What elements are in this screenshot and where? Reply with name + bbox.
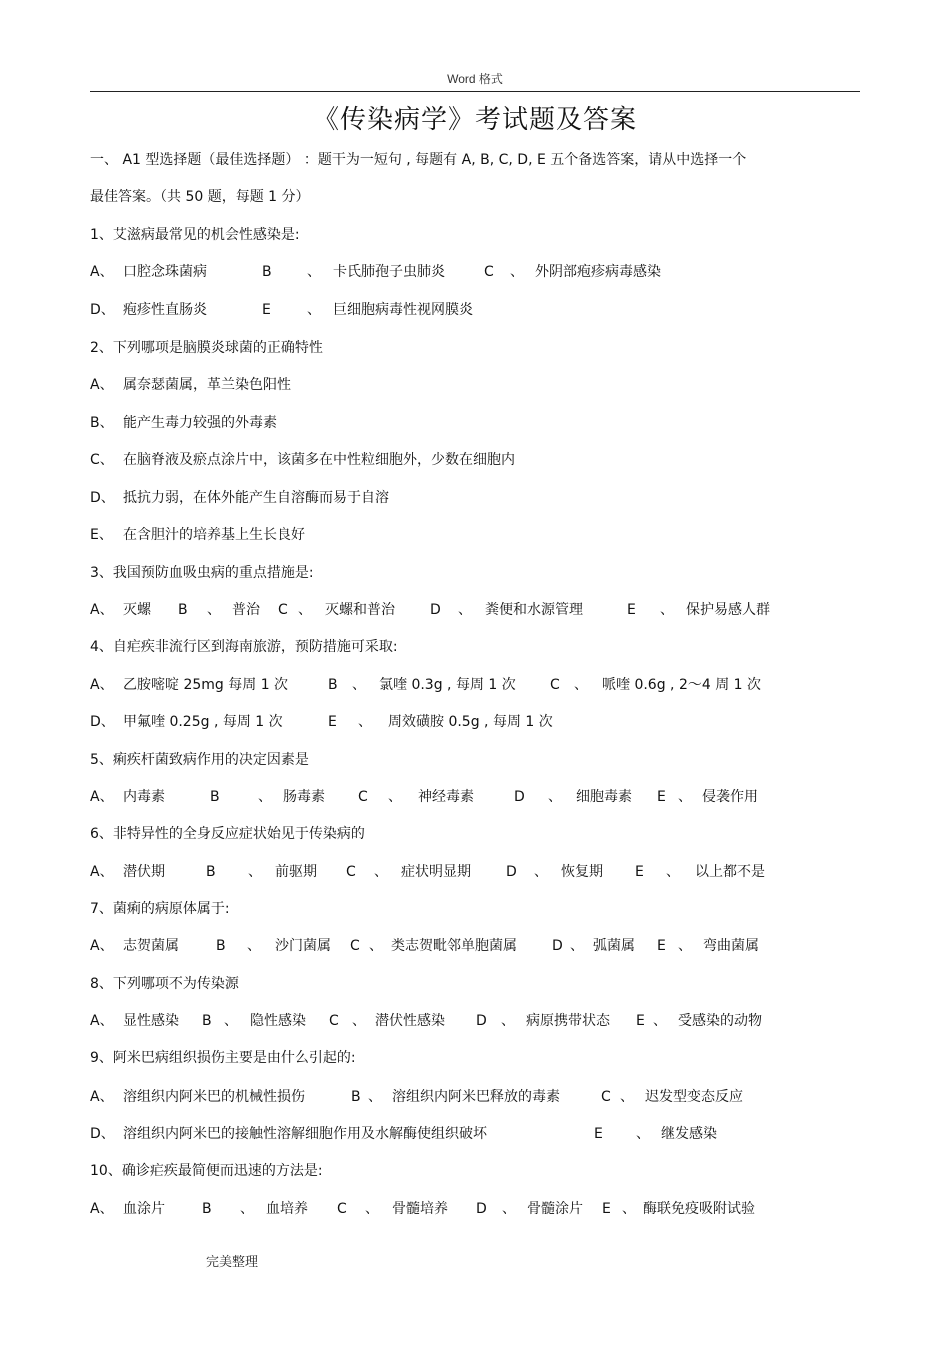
answer-option-segment: E: [636, 1013, 645, 1029]
answer-option-segment: A、: [90, 677, 114, 693]
answer-option-segment: C: [550, 677, 560, 693]
answer-option-segment: D、: [90, 302, 115, 318]
answer-option-segment: 迟发型变态反应: [645, 1089, 743, 1105]
answer-option-segment: 、: [352, 1013, 366, 1029]
answer-option-segment: 、: [502, 1201, 516, 1217]
answer-option-segment: A、: [90, 264, 114, 280]
answer-option-segment: B、: [90, 415, 114, 431]
answer-option-segment: 、: [307, 302, 321, 318]
answer-option-segment: D: [506, 864, 517, 880]
answer-option-segment: 、: [258, 789, 272, 805]
answer-option-segment: 、: [365, 1201, 379, 1217]
answer-option-segment: 弧菌属: [593, 938, 635, 954]
question-stem: 9、阿米巴病组织损伤主要是由什么引起的:: [90, 1050, 356, 1066]
answer-option-segment: 、: [307, 264, 321, 280]
answer-option-segment: 、: [510, 264, 524, 280]
answer-option-segment: D: [430, 602, 441, 618]
answer-option-segment: 前驱期: [275, 864, 317, 880]
answer-option-segment: D: [552, 938, 563, 954]
answer-option-segment: 病原携带状态: [526, 1013, 610, 1029]
answer-option-segment: 神经毒素: [418, 789, 474, 805]
answer-option-segment: 在含胆汁的培养基上生长良好: [123, 527, 305, 543]
answer-option-segment: 、: [501, 1013, 515, 1029]
question-stem: 5、痢疾杆菌致病作用的决定因素是: [90, 752, 309, 768]
answer-option-segment: 甲氟喹 0.25g , 每周 1 次: [123, 714, 283, 730]
answer-option-segment: A、: [90, 1013, 114, 1029]
answer-option-segment: 卡氏肺孢子虫肺炎: [333, 264, 445, 280]
answer-option-segment: 、: [224, 1013, 238, 1029]
answer-option-segment: 内毒素: [123, 789, 165, 805]
answer-option-segment: 灭螺: [123, 602, 151, 618]
answer-option-segment: 、: [374, 864, 388, 880]
answer-option-segment: B: [206, 864, 216, 880]
answer-option-segment: 受感染的动物: [678, 1013, 762, 1029]
question-stem: 2、下列哪项是脑膜炎球菌的正确特性: [90, 340, 323, 356]
answer-option-segment: C: [337, 1201, 347, 1217]
answer-option-segment: C: [484, 264, 494, 280]
answer-option-segment: 抵抗力弱，在体外能产生自溶酶而易于自溶: [123, 490, 389, 506]
answer-option-segment: 、: [653, 1013, 667, 1029]
answer-option-segment: 、: [660, 602, 674, 618]
question-stem: 8、下列哪项不为传染源: [90, 976, 239, 992]
answer-option-segment: 、: [248, 864, 262, 880]
answer-option-segment: 巨细胞病毒性视网膜炎: [333, 302, 473, 318]
answer-option-segment: 弯曲菌属: [703, 938, 759, 954]
intro-line-1: 一、 A1 型选择题（最佳选择题） ：题干为一短句 , 每题有 A, B, C, D, E 五个备选答案，请从中选择一个: [90, 152, 747, 168]
answer-option-segment: E: [328, 714, 337, 730]
answer-option-segment: 以上都不是: [695, 864, 765, 880]
question-stem: 4、自疟疾非流行区到海南旅游，预防措施可采取:: [90, 639, 398, 655]
answer-option-segment: 血涂片: [123, 1201, 165, 1217]
answer-option-segment: 侵袭作用: [702, 789, 758, 805]
answer-option-segment: E: [594, 1126, 603, 1142]
answer-option-segment: 隐性感染: [250, 1013, 306, 1029]
answer-option-segment: C: [601, 1089, 611, 1105]
answer-option-segment: E: [262, 302, 271, 318]
answer-option-segment: 、: [240, 1201, 254, 1217]
answer-option-segment: 、: [574, 677, 588, 693]
question-stem: 10、确诊疟疾最简便而迅速的方法是:: [90, 1163, 323, 1179]
answer-option-segment: 、: [620, 1089, 634, 1105]
answer-option-segment: 在脑脊液及瘀点涂片中，该菌多在中性粒细胞外，少数在细胞内: [123, 452, 515, 468]
answer-option-segment: 属奈瑟菌属，革兰染色阳性: [123, 377, 291, 393]
answer-option-segment: C: [346, 864, 356, 880]
answer-option-segment: C: [350, 938, 360, 954]
answer-option-segment: 灭螺和普治: [325, 602, 395, 618]
answer-option-segment: 、: [207, 602, 221, 618]
answer-option-segment: 志贺菌属: [123, 938, 179, 954]
answer-option-segment: 、: [666, 864, 680, 880]
answer-option-segment: E、: [90, 527, 113, 543]
answer-option-segment: C、: [90, 452, 114, 468]
answer-option-segment: 溶组织内阿米巴释放的毒素: [392, 1089, 560, 1105]
answer-option-segment: 、: [458, 602, 472, 618]
question-stem: 7、菌痢的病原体属于:: [90, 901, 230, 917]
answer-option-segment: 能产生毒力较强的外毒素: [123, 415, 277, 431]
page-header-label: Word 格式: [447, 72, 503, 86]
answer-option-segment: C: [278, 602, 288, 618]
answer-option-segment: B: [178, 602, 188, 618]
document-title: 《传染病学》考试题及答案: [312, 105, 637, 135]
answer-option-segment: 、: [570, 938, 584, 954]
answer-option-segment: 、: [548, 789, 562, 805]
answer-option-segment: E: [657, 789, 666, 805]
answer-option-segment: B: [328, 677, 338, 693]
answer-option-segment: 疱疹性直肠炎: [123, 302, 207, 318]
answer-option-segment: 骨髓涂片: [527, 1201, 583, 1217]
answer-option-segment: 显性感染: [123, 1013, 179, 1029]
answer-option-segment: A、: [90, 864, 114, 880]
answer-option-segment: E: [635, 864, 644, 880]
answer-option-segment: 酶联免疫吸附试验: [643, 1201, 755, 1217]
answer-option-segment: 、: [369, 938, 383, 954]
answer-option-segment: 、: [678, 938, 692, 954]
answer-option-segment: E: [602, 1201, 611, 1217]
answer-option-segment: A、: [90, 602, 114, 618]
answer-option-segment: 口腔念珠菌病: [123, 264, 207, 280]
answer-option-segment: A、: [90, 377, 114, 393]
answer-option-segment: A、: [90, 1089, 114, 1105]
answer-option-segment: D、: [90, 1126, 115, 1142]
answer-option-segment: B: [202, 1013, 212, 1029]
answer-option-segment: 、: [352, 677, 366, 693]
answer-option-segment: D: [476, 1201, 487, 1217]
answer-option-segment: B: [262, 264, 272, 280]
answer-option-segment: E: [657, 938, 666, 954]
answer-option-segment: 保护易感人群: [686, 602, 770, 618]
answer-option-segment: B: [216, 938, 226, 954]
intro-line-2: 最佳答案。（共 50 题，每题 1 分）: [90, 189, 310, 205]
answer-option-segment: 继发感染: [661, 1126, 717, 1142]
answer-option-segment: D: [476, 1013, 487, 1029]
answer-option-segment: 类志贺毗邻单胞菌属: [391, 938, 517, 954]
question-stem: 6、非特异性的全身反应症状始见于传染病的: [90, 826, 365, 842]
answer-option-segment: 普治: [232, 602, 260, 618]
answer-option-segment: B: [202, 1201, 212, 1217]
answer-option-segment: 溶组织内阿米巴的接触性溶解细胞作用及水解酶使组织破坏: [123, 1126, 487, 1142]
question-stem: 3、我国预防血吸虫病的重点措施是:: [90, 565, 314, 581]
answer-option-segment: 血培养: [266, 1201, 308, 1217]
answer-option-segment: 、: [636, 1126, 650, 1142]
answer-option-segment: 沙门菌属: [275, 938, 331, 954]
answer-option-segment: D、: [90, 714, 115, 730]
answer-option-segment: 症状明显期: [401, 864, 471, 880]
answer-option-segment: 乙胺嘧啶 25mg 每周 1 次: [123, 677, 289, 693]
answer-option-segment: D: [514, 789, 525, 805]
answer-option-segment: 恢复期: [561, 864, 603, 880]
answer-option-segment: A、: [90, 789, 114, 805]
answer-option-segment: 、: [247, 938, 261, 954]
answer-option-segment: E: [627, 602, 636, 618]
answer-option-segment: C: [329, 1013, 339, 1029]
answer-option-segment: C: [358, 789, 368, 805]
answer-option-segment: 周效磺胺 0.5g , 每周 1 次: [388, 714, 553, 730]
page-footer-label: 完美整理: [206, 1255, 259, 1270]
answer-option-segment: 潜伏性感染: [375, 1013, 445, 1029]
answer-option-segment: 细胞毒素: [576, 789, 632, 805]
answer-option-segment: 、: [358, 714, 372, 730]
answer-option-segment: 外阴部疱疹病毒感染: [535, 264, 661, 280]
header-divider: [90, 91, 860, 92]
answer-option-segment: 粪便和水源管理: [485, 602, 583, 618]
answer-option-segment: 肠毒素: [283, 789, 325, 805]
answer-option-segment: D、: [90, 490, 115, 506]
answer-option-segment: A、: [90, 1201, 114, 1217]
answer-option-segment: A、: [90, 938, 114, 954]
answer-option-segment: 潜伏期: [123, 864, 165, 880]
answer-option-segment: B: [351, 1089, 361, 1105]
answer-option-segment: 、: [388, 789, 402, 805]
answer-option-segment: 、: [678, 789, 692, 805]
question-stem: 1、艾滋病最常见的机会性感染是:: [90, 227, 300, 243]
answer-option-segment: 氯喹 0.3g , 每周 1 次: [379, 677, 516, 693]
answer-option-segment: 、: [298, 602, 312, 618]
answer-option-segment: 骨髓培养: [392, 1201, 448, 1217]
answer-option-segment: 、: [534, 864, 548, 880]
answer-option-segment: 哌喹 0.6g , 2～4 周 1 次: [602, 677, 762, 693]
answer-option-segment: 、: [368, 1089, 382, 1105]
answer-option-segment: 溶组织内阿米巴的机械性损伤: [123, 1089, 305, 1105]
answer-option-segment: 、: [622, 1201, 636, 1217]
answer-option-segment: B: [210, 789, 220, 805]
